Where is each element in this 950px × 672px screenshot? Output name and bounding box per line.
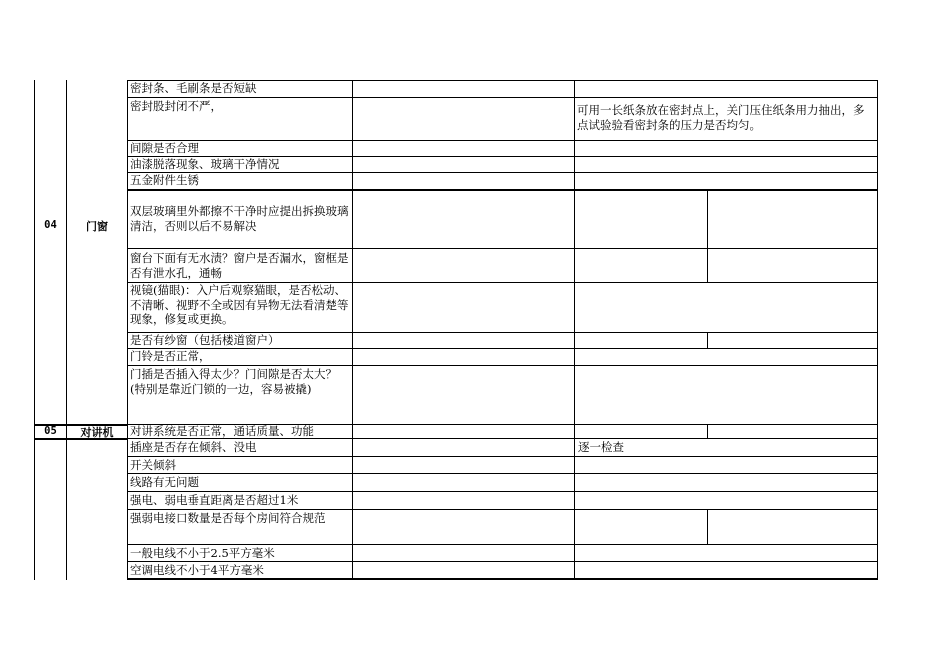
check-item: 空调电线不小于4平方毫米 bbox=[130, 563, 264, 577]
grid-line bbox=[127, 365, 878, 366]
grid-line bbox=[127, 561, 878, 562]
grid-line bbox=[127, 80, 128, 580]
section-name: 对讲机 bbox=[80, 426, 114, 439]
check-item: 是否有纱窗（包括楼道窗户） bbox=[130, 333, 280, 347]
section-name: 门窗 bbox=[86, 220, 108, 233]
check-item: 门插是否插入得太少？门间隙是否太大？(特别是靠近门锁的一边，容易被撬) bbox=[130, 367, 337, 396]
check-item: 线路有无问题 bbox=[130, 475, 199, 489]
section-number: 04 bbox=[44, 219, 57, 231]
grid-line bbox=[877, 80, 878, 580]
check-item: 强弱电接口数量是否每个房间符合规范 bbox=[130, 511, 326, 525]
grid-line bbox=[707, 509, 708, 544]
grid-line bbox=[127, 509, 878, 510]
grid-line bbox=[127, 456, 878, 457]
grid-line bbox=[707, 190, 708, 282]
check-item: 门铃是否正常， bbox=[130, 349, 211, 363]
check-item: 窗台下面有无水渍？窗户是否漏水，窗框是否有泄水孔，通畅 bbox=[130, 251, 349, 280]
grid-line bbox=[707, 424, 708, 438]
grid-line bbox=[34, 80, 35, 580]
grid-line bbox=[127, 248, 878, 249]
inspection-note: 可用一长纸条放在密封点上，关门压住纸条用力抽出，多点试验验看密封条的压力是否均匀。 bbox=[577, 103, 865, 132]
check-item: 密封条、毛刷条是否短缺 bbox=[130, 81, 257, 95]
check-item: 一般电线不小于2.5平方毫米 bbox=[130, 546, 275, 560]
grid-line bbox=[127, 578, 878, 580]
grid-line bbox=[127, 473, 878, 474]
check-item: 密封股封闭不严， bbox=[130, 99, 222, 113]
inspection-note: 逐一检查 bbox=[578, 440, 624, 454]
grid-line bbox=[127, 97, 878, 98]
check-item: 油漆脱落现象、玻璃干净情况 bbox=[130, 157, 280, 171]
check-item: 视镜(猫眼)：入户后观察猫眼，是否松动、不清晰、视野不全或因有异物无法看清楚等现象，修复或更换。 bbox=[130, 283, 349, 326]
check-item: 开关倾斜 bbox=[130, 458, 176, 472]
grid-line bbox=[707, 332, 708, 348]
grid-line bbox=[127, 491, 878, 492]
check-item: 间隙是否合理 bbox=[130, 141, 199, 155]
grid-line bbox=[127, 544, 878, 545]
grid-line bbox=[574, 80, 575, 580]
grid-line bbox=[66, 80, 67, 580]
check-item: 强电、弱电垂直距离是否超过1米 bbox=[130, 493, 299, 507]
check-item: 五金附件生锈 bbox=[130, 173, 199, 187]
check-item: 对讲系统是否正常，通话质量、功能 bbox=[130, 424, 314, 438]
check-item: 双层玻璃里外都擦不干净时应提出拆换玻璃清洁，否则以后不易解决 bbox=[130, 204, 349, 233]
section-number: 05 bbox=[44, 425, 57, 437]
check-item: 插座是否存在倾斜、没电 bbox=[130, 440, 257, 454]
grid-line bbox=[127, 189, 878, 191]
grid-line bbox=[352, 80, 353, 580]
